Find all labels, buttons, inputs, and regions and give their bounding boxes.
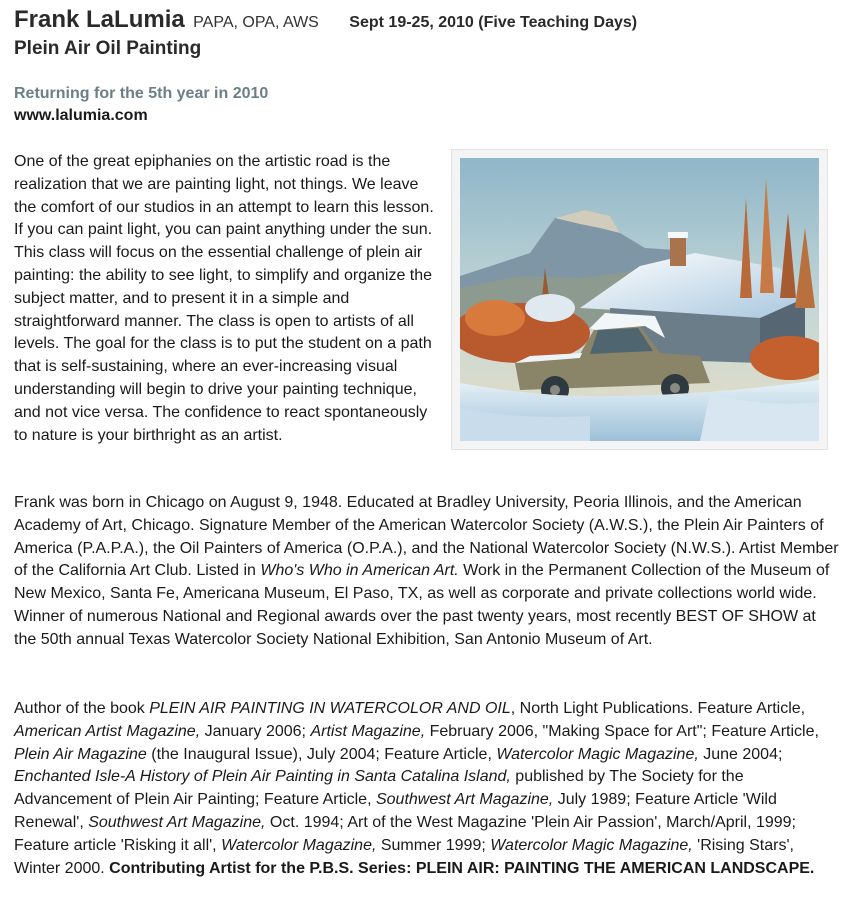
intro-paragraph: One of the great epiphanies on the artistic road is the realization that we are painting light, not things. We leave the comfort of our studios in an attempt to learn this lesson. If you can paint light, you can paint anything under the sun. This class will focus on the essential challenge of plein air painting: the ability to see light, to simplify and organize the subject matter, and to present it in a simple and straightforward manner. The class is open to artists of all levels. The goal for the class is to put the student on a path that is self-sustaining, where an ever-increasing visual understanding will begin to drive your painting technique, and not vice versa. The confidence to react spontaneously to nature is your birthright as an artist. — [14, 153, 434, 444]
author-italic-5: Watercolor Magic Magazine, — [496, 745, 699, 763]
author-italic-6: Enchanted Isle-A History of Plein Air Painting in Santa Catalina Island, — [14, 768, 511, 786]
author-text-9: Oct. 1994; Art of the West Magazine 'Plein Air Passion', March/April, 1999; Feature article 'Risking it all', — [14, 813, 796, 854]
author-text-1: Author of the book — [14, 700, 150, 717]
workshop-title: Plein Air Oil Painting — [14, 38, 202, 59]
header-line — [14, 6, 637, 34]
pbs-series-note: Contributing Artist for the P.B.S. Series: PLEIN AIR: PAINTING THE AMERICAN LANDSCAPE. — [109, 859, 815, 877]
author-text-3: January 2006; — [200, 722, 311, 740]
author-text-7: published by The Society for the Advancement of Plein Air Painting; Feature Article, — [14, 768, 744, 809]
author-text-11: 'Rising Stars', Winter 2000. — [14, 836, 794, 877]
painting-image — [460, 158, 819, 441]
author-italic-2: American Artist Magazine, — [14, 722, 201, 740]
author-italic-7: Southwest Art Magazine, — [375, 791, 554, 809]
author-text-2: , North Light Publications. Feature Article, — [510, 700, 806, 717]
author-text-10: Summer 1999; — [376, 836, 491, 854]
workshop-dates: Sept 19-25, 2010 (Five Teaching Days) — [349, 14, 638, 31]
artist-credentials: PAPA, OPA, AWS — [193, 14, 319, 31]
author-italic-10: Watercolor Magic Magazine, — [490, 836, 693, 854]
author-text-8: July 1989; Feature Article 'Wild Renewal', — [14, 791, 777, 831]
website-link[interactable]: www.lalumia.com — [14, 107, 148, 124]
bio-paragraph — [14, 492, 840, 652]
author-italic-3: Artist Magazine, — [310, 722, 426, 740]
author-paragraph — [14, 698, 840, 880]
painting-image-frame — [451, 149, 828, 450]
returning-note: Returning for the 5th year in 2010 — [14, 85, 269, 102]
author-italic-1: PLEIN AIR PAINTING IN WATERCOLOR AND OIL — [149, 700, 511, 717]
author-italic-4: Plein Air Magazine — [14, 745, 147, 763]
bio-text-2: Work in the Permanent Collection of the Museum of New Mexico, Santa Fe, Americana Museum, El Paso, TX, as well as corporate and private collections world wide. Winner of numerous National and Regional awards over the past twenty years, most recently BEST OF SHOW at the 50th annual Texas Watercolor Society National Exhibition, San Antonio Museum of Art. — [14, 562, 830, 648]
bio-italic-1: Who's Who in American Art. — [260, 562, 459, 580]
author-italic-8: Southwest Art Magazine, — [88, 813, 266, 831]
bio-text-1: Frank was born in Chicago on August 9, 1948. Educated at Bradley University, Peoria Illinois, and the American Academy of Art, Chicago. Signature Member of the American Watercolor Society (A.W.S.), the Plein Air Painters of America (P.A.P.A.), the Oil Painters of America (O.P.A.), and the National Watercolor Society (N.W.S.). Artist Member of the California Art Club. Listed in — [14, 494, 839, 580]
author-italic-9: Watercolor Magazine, — [221, 836, 377, 854]
author-text-4: February 2006, "Making Space for Art"; Feature Article, — [425, 722, 819, 740]
artist-name: Frank LaLumia — [14, 6, 185, 33]
author-text-5: (the Inaugural Issue), July 2004; Feature Article, — [146, 745, 497, 763]
author-text-6: June 2004; — [698, 745, 783, 763]
